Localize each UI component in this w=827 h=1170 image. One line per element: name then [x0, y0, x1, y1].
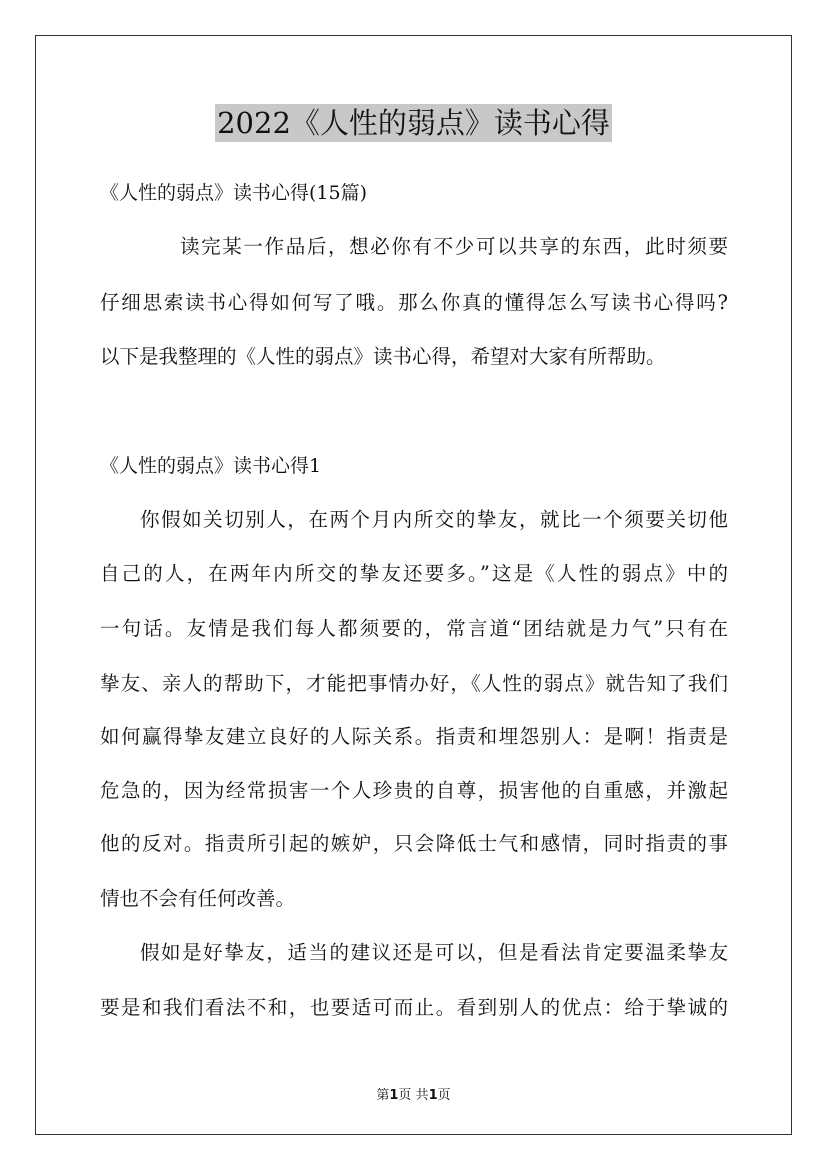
paragraph-line: 自己的人，在两年内所交的挚友还要多。”这是《人性的弱点》中的	[100, 562, 728, 585]
paragraph-line: 假如是好挚友，适当的建议还是可以，但是看法肯定要温柔挚友	[140, 941, 728, 964]
paragraph-line: 他的反对。指责所引起的嫉妒，只会降低士气和感情，同时指责的事	[100, 832, 728, 855]
footer-total-pages: 1	[428, 1088, 438, 1103]
paragraph-line: 一句话。友情是我们每人都须要的，常言道“团结就是力气”只有在	[100, 617, 728, 640]
paragraph-line: 要是和我们看法不和，也要适可而止。看到别人的优点：给于挚诚的	[100, 996, 728, 1019]
footer-mid: 页 共	[398, 1088, 429, 1103]
paragraph-line: 如何赢得挚友建立良好的人际关系。指责和埋怨别人：是啊！指责是	[100, 725, 728, 748]
paragraph-line: 挚友、亲人的帮助下，才能把事情办好，《人性的弱点》就告知了我们	[100, 672, 728, 695]
intro-line: 仔细思索读书心得如何写了哦。那么你真的懂得怎么写读书心得吗?	[100, 291, 728, 314]
page-footer	[0, 1084, 827, 1103]
paragraph-line: 危急的，因为经常损害一个人珍贵的自尊，损害他的自重感，并激起	[100, 779, 728, 802]
document-title: 2022《人性的弱点》读书心得	[217, 106, 610, 140]
footer-page-number: 1	[389, 1088, 399, 1103]
intro-line: 读完某一作品后，想必你有不少可以共享的东西，此时须要	[180, 235, 728, 258]
title-container	[0, 104, 827, 142]
footer-suffix: 页	[437, 1088, 451, 1103]
intro-line: 以下是我整理的《人性的弱点》读书心得，希望对大家有所帮助。	[100, 345, 666, 368]
section-heading: 《人性的弱点》读书心得1	[100, 455, 322, 477]
paragraph-line: 情也不会有任何改善。	[100, 887, 296, 910]
footer-prefix: 第	[376, 1088, 390, 1103]
document-subtitle: 《人性的弱点》读书心得(15篇)	[100, 182, 368, 204]
paragraph-line: 你假如关切别人，在两个月内所交的挚友，就比一个须要关切他	[140, 508, 728, 531]
